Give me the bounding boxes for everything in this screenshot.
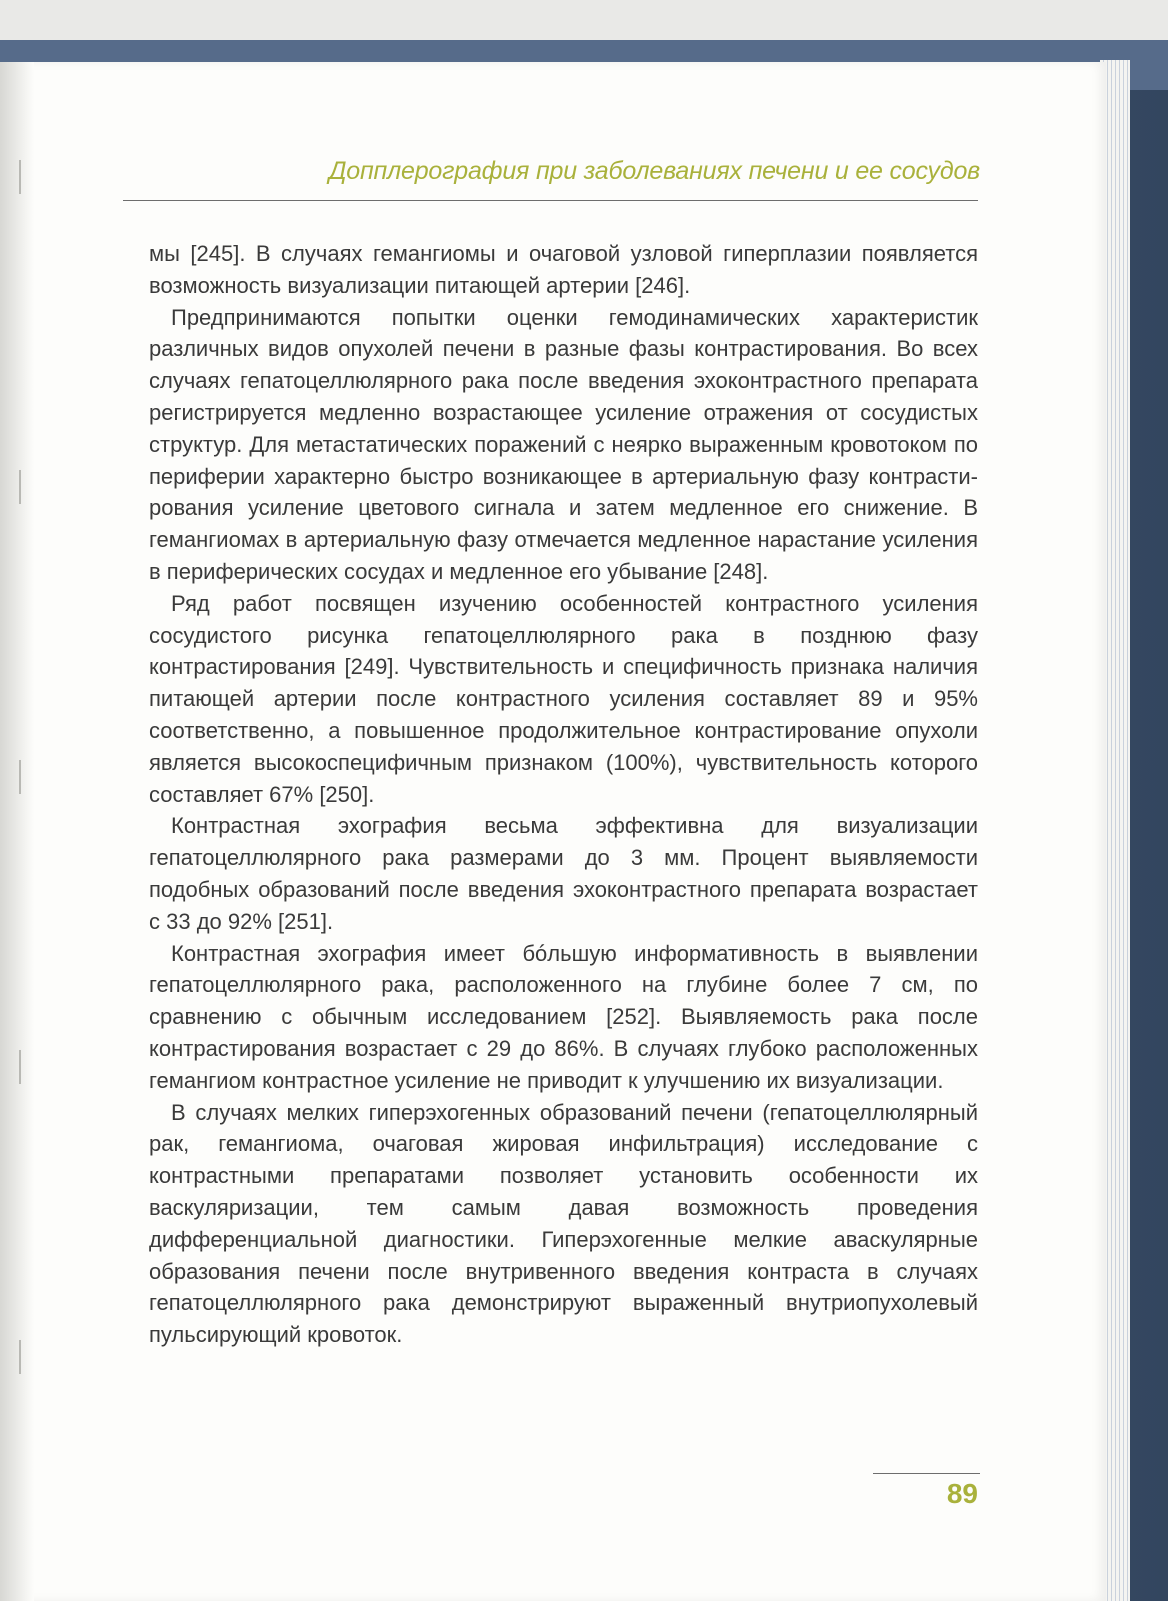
paragraph: Контрастная эхография весьма эффективна для визуализации гепатоцеллюлярного рака размерами до 3 мм. Процент выявляемости подобных образований после введения эхоконтрастного препарата возрастает с 33 до 92% [251].: [149, 813, 978, 934]
footer-rule: [873, 1473, 980, 1474]
binding-stitch: [19, 470, 21, 504]
header-rule: [123, 200, 978, 201]
binding-stitch: [19, 160, 21, 194]
paragraph: В случаях мелких гиперэхогенных образований печени (гепатоцеллюлярный рак, гемангиома, очаговая жировая инфильтрация) исследование с контрастными препаратами позволяет установить особенности их васкуляризации, тем самым давая возможность проведения дифференциальной диагностики. Гиперэхогенные мелкие аваскулярные образования печени после внутривенного введения контраста в случаях гепатоцеллюлярного рака демонстрируют выраженный внутриопухолевый пульсирующий кровоток.: [149, 1099, 978, 1348]
paragraph: Ряд работ посвящен изучению особенностей контрастного усиления сосудистого рисунка гепатоцеллюлярного рака в позднюю фазу контрастирования [249]. Чувствительность и специфичность признака наличия питающей артерии после контрастного усиления составляет 89 и 95% соответственно, а повышенное продолжительное контрастирование опухоли является высокоспецифичным признаком (100%), чувствительность которого составляет 67% [250].: [149, 590, 978, 807]
body-text: [149, 238, 978, 1351]
paragraph: Предпринимаются попытки оценки гемодинамических характеристик различных видов опухолей печени в разные фазы контрастирования. Во всех случаях гепатоцеллюлярного рака после введения эхоконтрастного препарата регистрируется медленно возрастающее усиление отражения от сосудистых структур. Для метастатических поражений с неярко выраженным кровотоком по периферии характерно быстро возникающее в артериальную фазу контрастирования усиление цветового сигнала и затем медленное его снижение. В гемангиомах в артериальную фазу отмечается медленное нарастание усиления в периферических сосудах и медленное его убывание [248].: [149, 304, 978, 584]
binding-stitch: [19, 1340, 21, 1374]
page-gutter: [0, 62, 34, 1601]
page-number: 89: [946, 1478, 978, 1509]
running-head: Допплерография при заболеваниях печени и ее сосудов: [328, 157, 980, 185]
paragraph: Контрастная эхография имеет бóльшую информативность в выявлении гепатоцеллюлярного рака, расположенного на глубине более 7 см, по сравнению с обычным исследованием [252]. Выявляемость рака после контрастирования возрастает с 29 до 86%. В случаях глубоко расположенных гемангиом контрастное усиление не приводит к улучшению их визуализации.: [149, 940, 978, 1093]
paragraph: мы [245]. В случаях гемангиомы и очаговой узловой гиперплазии появляется возможность визуализации питающей артерии [246].: [149, 241, 978, 298]
binding-stitch: [19, 1050, 21, 1084]
binding-stitch: [19, 760, 21, 794]
